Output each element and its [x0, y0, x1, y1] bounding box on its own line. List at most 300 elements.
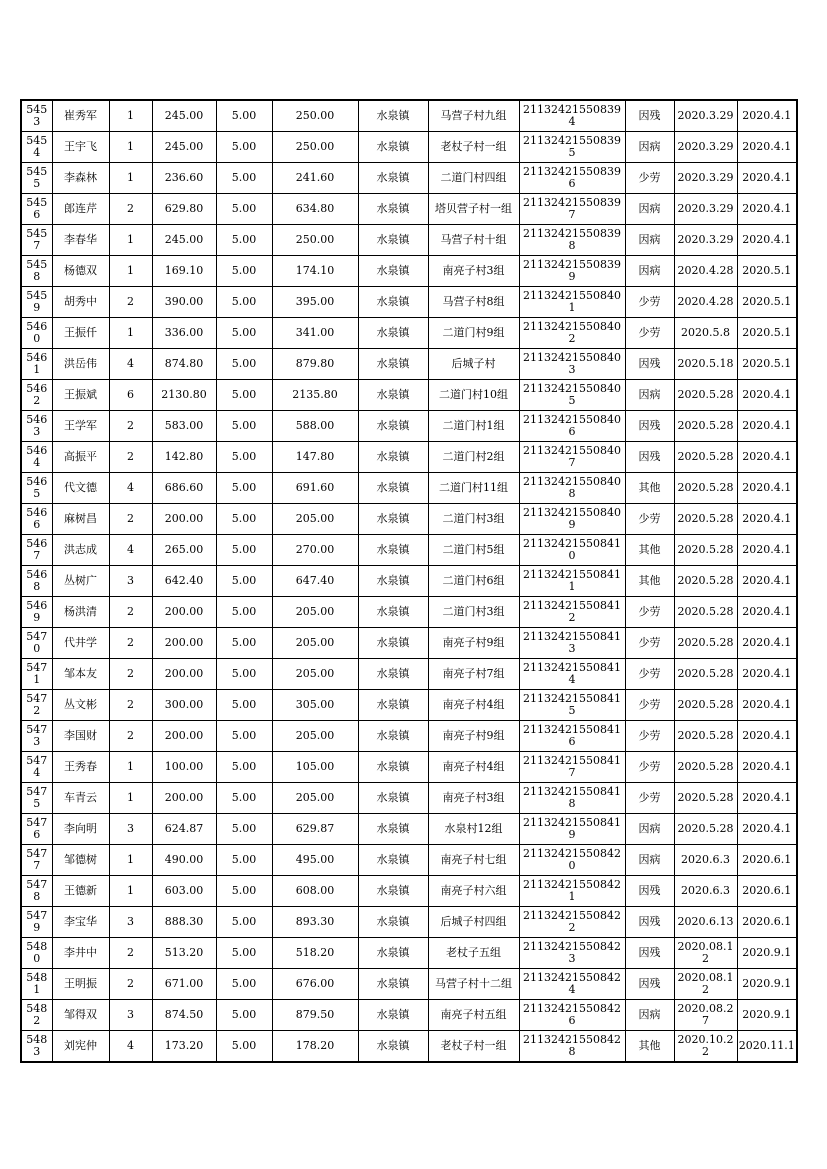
- town-cell: 水泉镇: [358, 287, 428, 318]
- subsidy-cell: 5.00: [216, 194, 272, 225]
- household-size-cell: 2: [109, 411, 152, 442]
- total-cell: 250.00: [272, 132, 358, 163]
- household-size-cell: 1: [109, 100, 152, 132]
- reason-cell: 少劳: [625, 783, 674, 814]
- id-number-cell: 211324215508410: [519, 535, 625, 566]
- name-cell: 洪志成: [52, 535, 109, 566]
- start-date-cell: 2020.4.1: [737, 473, 797, 504]
- village-cell: 老杖子五组: [428, 938, 519, 969]
- table-row: [21, 907, 797, 938]
- name-cell: 邹德树: [52, 845, 109, 876]
- start-date-cell: 2020.4.1: [737, 721, 797, 752]
- approval-date-cell: 2020.6.3: [674, 845, 737, 876]
- table-row: [21, 442, 797, 473]
- name-cell: 丛文彬: [52, 690, 109, 721]
- id-number-cell: 211324215508415: [519, 690, 625, 721]
- start-date-cell: 2020.6.1: [737, 876, 797, 907]
- reason-cell: 因残: [625, 349, 674, 380]
- village-cell: 马营子村十组: [428, 225, 519, 256]
- name-cell: 代井学: [52, 628, 109, 659]
- table-row: [21, 783, 797, 814]
- approval-date-cell: 2020.5.28: [674, 504, 737, 535]
- id-number-cell: 211324215508408: [519, 473, 625, 504]
- subsidy-cell: 5.00: [216, 163, 272, 194]
- name-cell: 崔秀军: [52, 100, 109, 132]
- reason-cell: 少劳: [625, 690, 674, 721]
- household-size-cell: 3: [109, 1000, 152, 1031]
- serial-cell: 5453: [21, 100, 52, 132]
- approval-date-cell: 2020.08.12: [674, 969, 737, 1000]
- town-cell: 水泉镇: [358, 380, 428, 411]
- subsidy-cell: 5.00: [216, 814, 272, 845]
- total-cell: 588.00: [272, 411, 358, 442]
- reason-cell: 其他: [625, 1031, 674, 1063]
- approval-date-cell: 2020.08.27: [674, 1000, 737, 1031]
- village-cell: 南亮子村4组: [428, 752, 519, 783]
- reason-cell: 因病: [625, 380, 674, 411]
- village-cell: 二道门村2组: [428, 442, 519, 473]
- approval-date-cell: 2020.3.29: [674, 163, 737, 194]
- village-cell: 南亮子村7组: [428, 659, 519, 690]
- approval-date-cell: 2020.5.18: [674, 349, 737, 380]
- id-number-cell: 211324215508397: [519, 194, 625, 225]
- start-date-cell: 2020.4.1: [737, 411, 797, 442]
- village-cell: 南亮子村3组: [428, 783, 519, 814]
- reason-cell: 少劳: [625, 597, 674, 628]
- start-date-cell: 2020.4.1: [737, 132, 797, 163]
- village-cell: 二道门村6组: [428, 566, 519, 597]
- name-cell: 胡秀中: [52, 287, 109, 318]
- table-row: [21, 349, 797, 380]
- table-row: [21, 473, 797, 504]
- household-size-cell: 4: [109, 349, 152, 380]
- reason-cell: 因残: [625, 100, 674, 132]
- household-size-cell: 1: [109, 783, 152, 814]
- name-cell: 杨洪清: [52, 597, 109, 628]
- table-row: [21, 225, 797, 256]
- town-cell: 水泉镇: [358, 473, 428, 504]
- approval-date-cell: 2020.3.29: [674, 225, 737, 256]
- village-cell: 老杖子村一组: [428, 132, 519, 163]
- table-row: [21, 380, 797, 411]
- household-size-cell: 1: [109, 752, 152, 783]
- household-size-cell: 2: [109, 597, 152, 628]
- table-row: [21, 597, 797, 628]
- table-row: [21, 163, 797, 194]
- id-number-cell: 211324215508396: [519, 163, 625, 194]
- reason-cell: 因病: [625, 132, 674, 163]
- approval-date-cell: 2020.5.28: [674, 721, 737, 752]
- amount-cell: 200.00: [152, 783, 216, 814]
- table-row: [21, 814, 797, 845]
- amount-cell: 236.60: [152, 163, 216, 194]
- town-cell: 水泉镇: [358, 163, 428, 194]
- town-cell: 水泉镇: [358, 659, 428, 690]
- serial-cell: 5467: [21, 535, 52, 566]
- name-cell: 王振斌: [52, 380, 109, 411]
- village-cell: 二道门村1组: [428, 411, 519, 442]
- household-size-cell: 2: [109, 194, 152, 225]
- amount-cell: 200.00: [152, 659, 216, 690]
- amount-cell: 642.40: [152, 566, 216, 597]
- household-size-cell: 2: [109, 938, 152, 969]
- start-date-cell: 2020.9.1: [737, 969, 797, 1000]
- serial-cell: 5476: [21, 814, 52, 845]
- name-cell: 李春华: [52, 225, 109, 256]
- id-number-cell: 211324215508417: [519, 752, 625, 783]
- subsidy-cell: 5.00: [216, 876, 272, 907]
- reason-cell: 因残: [625, 969, 674, 1000]
- subsidy-cell: 5.00: [216, 938, 272, 969]
- household-size-cell: 2: [109, 287, 152, 318]
- subsidy-cell: 5.00: [216, 411, 272, 442]
- town-cell: 水泉镇: [358, 504, 428, 535]
- name-cell: 王秀春: [52, 752, 109, 783]
- table-row: [21, 659, 797, 690]
- household-size-cell: 2: [109, 721, 152, 752]
- total-cell: 893.30: [272, 907, 358, 938]
- serial-cell: 5471: [21, 659, 52, 690]
- start-date-cell: 2020.4.1: [737, 163, 797, 194]
- table-row: [21, 287, 797, 318]
- subsidy-cell: 5.00: [216, 256, 272, 287]
- reason-cell: 因残: [625, 938, 674, 969]
- id-number-cell: 211324215508418: [519, 783, 625, 814]
- subsidy-cell: 5.00: [216, 1031, 272, 1063]
- serial-cell: 5479: [21, 907, 52, 938]
- total-cell: 270.00: [272, 535, 358, 566]
- amount-cell: 629.80: [152, 194, 216, 225]
- total-cell: 178.20: [272, 1031, 358, 1063]
- subsidy-cell: 5.00: [216, 504, 272, 535]
- id-number-cell: 211324215508424: [519, 969, 625, 1000]
- subsidy-cell: 5.00: [216, 597, 272, 628]
- serial-cell: 5470: [21, 628, 52, 659]
- approval-date-cell: 2020.5.28: [674, 783, 737, 814]
- reason-cell: 因病: [625, 194, 674, 225]
- approval-date-cell: 2020.6.13: [674, 907, 737, 938]
- village-cell: 马营子村九组: [428, 100, 519, 132]
- table-row: [21, 256, 797, 287]
- id-number-cell: 211324215508405: [519, 380, 625, 411]
- serial-cell: 5463: [21, 411, 52, 442]
- reason-cell: 因病: [625, 845, 674, 876]
- serial-cell: 5474: [21, 752, 52, 783]
- id-number-cell: 211324215508402: [519, 318, 625, 349]
- village-cell: 二道门村11组: [428, 473, 519, 504]
- id-number-cell: 211324215508413: [519, 628, 625, 659]
- table-row: [21, 1031, 797, 1063]
- name-cell: 王振仟: [52, 318, 109, 349]
- id-number-cell: 211324215508407: [519, 442, 625, 473]
- reason-cell: 因残: [625, 411, 674, 442]
- subsidy-cell: 5.00: [216, 752, 272, 783]
- serial-cell: 5464: [21, 442, 52, 473]
- amount-cell: 245.00: [152, 225, 216, 256]
- name-cell: 邹得双: [52, 1000, 109, 1031]
- start-date-cell: 2020.4.1: [737, 380, 797, 411]
- town-cell: 水泉镇: [358, 225, 428, 256]
- serial-cell: 5459: [21, 287, 52, 318]
- household-size-cell: 2: [109, 969, 152, 1000]
- approval-date-cell: 2020.5.28: [674, 535, 737, 566]
- village-cell: 南亮子村9组: [428, 628, 519, 659]
- total-cell: 691.60: [272, 473, 358, 504]
- household-size-cell: 2: [109, 442, 152, 473]
- reason-cell: 少劳: [625, 287, 674, 318]
- household-size-cell: 2: [109, 504, 152, 535]
- total-cell: 205.00: [272, 597, 358, 628]
- name-cell: 刘宪仲: [52, 1031, 109, 1063]
- id-number-cell: 211324215508409: [519, 504, 625, 535]
- name-cell: 代文德: [52, 473, 109, 504]
- amount-cell: 200.00: [152, 721, 216, 752]
- serial-cell: 5472: [21, 690, 52, 721]
- serial-cell: 5461: [21, 349, 52, 380]
- serial-cell: 5466: [21, 504, 52, 535]
- id-number-cell: 211324215508411: [519, 566, 625, 597]
- start-date-cell: 2020.5.1: [737, 349, 797, 380]
- household-size-cell: 2: [109, 659, 152, 690]
- subsidy-cell: 5.00: [216, 380, 272, 411]
- town-cell: 水泉镇: [358, 845, 428, 876]
- town-cell: 水泉镇: [358, 535, 428, 566]
- reason-cell: 少劳: [625, 628, 674, 659]
- id-number-cell: 211324215508398: [519, 225, 625, 256]
- name-cell: 杨德双: [52, 256, 109, 287]
- name-cell: 李向明: [52, 814, 109, 845]
- name-cell: 邹本友: [52, 659, 109, 690]
- total-cell: 634.80: [272, 194, 358, 225]
- start-date-cell: 2020.9.1: [737, 1000, 797, 1031]
- household-size-cell: 2: [109, 628, 152, 659]
- total-cell: 205.00: [272, 628, 358, 659]
- records-table-body: [21, 100, 797, 1062]
- amount-cell: 888.30: [152, 907, 216, 938]
- total-cell: 518.20: [272, 938, 358, 969]
- total-cell: 2135.80: [272, 380, 358, 411]
- start-date-cell: 2020.4.1: [737, 628, 797, 659]
- town-cell: 水泉镇: [358, 783, 428, 814]
- town-cell: 水泉镇: [358, 194, 428, 225]
- total-cell: 241.60: [272, 163, 358, 194]
- town-cell: 水泉镇: [358, 1031, 428, 1063]
- household-size-cell: 1: [109, 256, 152, 287]
- approval-date-cell: 2020.5.28: [674, 659, 737, 690]
- serial-cell: 5469: [21, 597, 52, 628]
- start-date-cell: 2020.5.1: [737, 318, 797, 349]
- approval-date-cell: 2020.3.29: [674, 194, 737, 225]
- subsidy-cell: 5.00: [216, 349, 272, 380]
- reason-cell: 因残: [625, 876, 674, 907]
- reason-cell: 因病: [625, 1000, 674, 1031]
- amount-cell: 2130.80: [152, 380, 216, 411]
- amount-cell: 603.00: [152, 876, 216, 907]
- start-date-cell: 2020.4.1: [737, 690, 797, 721]
- amount-cell: 336.00: [152, 318, 216, 349]
- amount-cell: 583.00: [152, 411, 216, 442]
- reason-cell: 少劳: [625, 504, 674, 535]
- household-size-cell: 3: [109, 907, 152, 938]
- approval-date-cell: 2020.5.28: [674, 752, 737, 783]
- subsidy-cell: 5.00: [216, 845, 272, 876]
- total-cell: 305.00: [272, 690, 358, 721]
- household-size-cell: 4: [109, 1031, 152, 1063]
- table-row: [21, 938, 797, 969]
- total-cell: 205.00: [272, 659, 358, 690]
- subsidy-cell: 5.00: [216, 690, 272, 721]
- start-date-cell: 2020.9.1: [737, 938, 797, 969]
- reason-cell: 少劳: [625, 163, 674, 194]
- subsidy-cell: 5.00: [216, 969, 272, 1000]
- name-cell: 李宝华: [52, 907, 109, 938]
- start-date-cell: 2020.6.1: [737, 845, 797, 876]
- town-cell: 水泉镇: [358, 597, 428, 628]
- reason-cell: 其他: [625, 473, 674, 504]
- table-row: [21, 504, 797, 535]
- amount-cell: 173.20: [152, 1031, 216, 1063]
- subsidy-cell: 5.00: [216, 100, 272, 132]
- amount-cell: 200.00: [152, 628, 216, 659]
- name-cell: 王学军: [52, 411, 109, 442]
- total-cell: 879.50: [272, 1000, 358, 1031]
- reason-cell: 少劳: [625, 659, 674, 690]
- approval-date-cell: 2020.4.28: [674, 256, 737, 287]
- amount-cell: 142.80: [152, 442, 216, 473]
- town-cell: 水泉镇: [358, 411, 428, 442]
- total-cell: 147.80: [272, 442, 358, 473]
- town-cell: 水泉镇: [358, 318, 428, 349]
- amount-cell: 671.00: [152, 969, 216, 1000]
- amount-cell: 874.80: [152, 349, 216, 380]
- town-cell: 水泉镇: [358, 100, 428, 132]
- serial-cell: 5460: [21, 318, 52, 349]
- subsidy-cell: 5.00: [216, 628, 272, 659]
- village-cell: 二道门村10组: [428, 380, 519, 411]
- approval-date-cell: 2020.5.28: [674, 380, 737, 411]
- name-cell: 郎连芹: [52, 194, 109, 225]
- village-cell: 后城子村: [428, 349, 519, 380]
- table-row: [21, 100, 797, 132]
- reason-cell: 因病: [625, 814, 674, 845]
- id-number-cell: 211324215508406: [519, 411, 625, 442]
- village-cell: 南亮子村3组: [428, 256, 519, 287]
- town-cell: 水泉镇: [358, 132, 428, 163]
- subsidy-cell: 5.00: [216, 318, 272, 349]
- name-cell: 王明振: [52, 969, 109, 1000]
- table-row: [21, 318, 797, 349]
- subsidy-cell: 5.00: [216, 442, 272, 473]
- amount-cell: 245.00: [152, 100, 216, 132]
- table-row: [21, 721, 797, 752]
- total-cell: 250.00: [272, 100, 358, 132]
- name-cell: 李国财: [52, 721, 109, 752]
- serial-cell: 5477: [21, 845, 52, 876]
- amount-cell: 490.00: [152, 845, 216, 876]
- serial-cell: 5465: [21, 473, 52, 504]
- approval-date-cell: 2020.5.28: [674, 442, 737, 473]
- id-number-cell: 211324215508412: [519, 597, 625, 628]
- table-row: [21, 845, 797, 876]
- start-date-cell: 2020.4.1: [737, 504, 797, 535]
- start-date-cell: 2020.4.1: [737, 225, 797, 256]
- name-cell: 丛树广: [52, 566, 109, 597]
- household-size-cell: 3: [109, 814, 152, 845]
- town-cell: 水泉镇: [358, 1000, 428, 1031]
- reason-cell: 因病: [625, 225, 674, 256]
- village-cell: 后城子村四组: [428, 907, 519, 938]
- id-number-cell: 211324215508394: [519, 100, 625, 132]
- serial-cell: 5473: [21, 721, 52, 752]
- approval-date-cell: 2020.4.28: [674, 287, 737, 318]
- total-cell: 205.00: [272, 783, 358, 814]
- reason-cell: 其他: [625, 535, 674, 566]
- village-cell: 南亮子村六组: [428, 876, 519, 907]
- village-cell: 南亮子村五组: [428, 1000, 519, 1031]
- id-number-cell: 211324215508416: [519, 721, 625, 752]
- approval-date-cell: 2020.5.28: [674, 597, 737, 628]
- start-date-cell: 2020.4.1: [737, 194, 797, 225]
- start-date-cell: 2020.5.1: [737, 256, 797, 287]
- serial-cell: 5454: [21, 132, 52, 163]
- town-cell: 水泉镇: [358, 690, 428, 721]
- town-cell: 水泉镇: [358, 907, 428, 938]
- reason-cell: 因病: [625, 256, 674, 287]
- start-date-cell: 2020.4.1: [737, 783, 797, 814]
- village-cell: 南亮子村9组: [428, 721, 519, 752]
- amount-cell: 200.00: [152, 597, 216, 628]
- approval-date-cell: 2020.3.29: [674, 132, 737, 163]
- village-cell: 老杖子村一组: [428, 1031, 519, 1063]
- town-cell: 水泉镇: [358, 814, 428, 845]
- household-size-cell: 1: [109, 876, 152, 907]
- reason-cell: 少劳: [625, 721, 674, 752]
- start-date-cell: 2020.4.1: [737, 814, 797, 845]
- village-cell: 南亮子村七组: [428, 845, 519, 876]
- id-number-cell: 211324215508423: [519, 938, 625, 969]
- total-cell: 608.00: [272, 876, 358, 907]
- table-row: [21, 535, 797, 566]
- start-date-cell: 2020.4.1: [737, 100, 797, 132]
- village-cell: 南亮子村4组: [428, 690, 519, 721]
- amount-cell: 686.60: [152, 473, 216, 504]
- serial-cell: 5462: [21, 380, 52, 411]
- reason-cell: 少劳: [625, 318, 674, 349]
- approval-date-cell: 2020.3.29: [674, 100, 737, 132]
- name-cell: 麻树昌: [52, 504, 109, 535]
- subsidy-cell: 5.00: [216, 659, 272, 690]
- approval-date-cell: 2020.5.28: [674, 473, 737, 504]
- start-date-cell: 2020.5.1: [737, 287, 797, 318]
- reason-cell: 因残: [625, 442, 674, 473]
- amount-cell: 300.00: [152, 690, 216, 721]
- approval-date-cell: 2020.5.28: [674, 566, 737, 597]
- table-row: [21, 194, 797, 225]
- table-row: [21, 1000, 797, 1031]
- reason-cell: 少劳: [625, 752, 674, 783]
- approval-date-cell: 2020.5.28: [674, 690, 737, 721]
- id-number-cell: 211324215508428: [519, 1031, 625, 1063]
- start-date-cell: 2020.4.1: [737, 566, 797, 597]
- town-cell: 水泉镇: [358, 442, 428, 473]
- subsidy-cell: 5.00: [216, 535, 272, 566]
- name-cell: 洪岳伟: [52, 349, 109, 380]
- total-cell: 629.87: [272, 814, 358, 845]
- amount-cell: 200.00: [152, 504, 216, 535]
- approval-date-cell: 2020.6.3: [674, 876, 737, 907]
- id-number-cell: 211324215508403: [519, 349, 625, 380]
- approval-date-cell: 2020.08.12: [674, 938, 737, 969]
